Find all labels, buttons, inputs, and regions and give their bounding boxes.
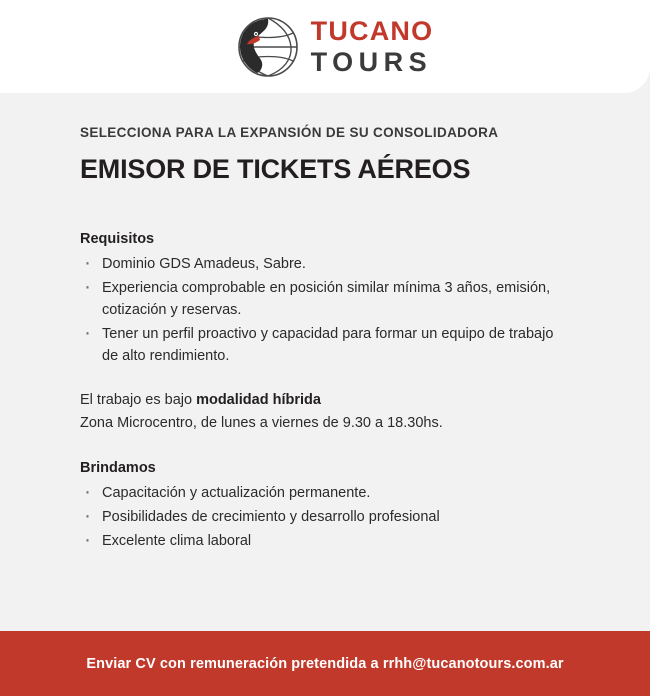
brand-logo xyxy=(237,16,434,78)
list-item: · Capacitación y actualización permanente. xyxy=(80,482,570,504)
header-band xyxy=(0,0,650,93)
requirements-title: Requisitos xyxy=(80,231,155,247)
list-item: · Experiencia comprobable en posición similar mínima 3 años, emisión, cotización y reservas. xyxy=(80,277,570,321)
work-mode-line-1 xyxy=(80,389,570,411)
list-item: · Dominio GDS Amadeus, Sabre. xyxy=(80,253,570,275)
benefits-section xyxy=(80,460,570,552)
footer-band xyxy=(0,631,650,696)
requirements-section xyxy=(80,231,570,367)
list-item: · Posibilidades de crecimiento y desarrollo profesional xyxy=(80,506,570,528)
brand-word-tucano: TUCANO xyxy=(310,15,434,46)
kicker-text: SELECCIONA PARA LA EXPANSIÓN DE SU CONSOLIDADORA xyxy=(80,125,499,140)
tucano-globe-logo-icon xyxy=(237,16,299,78)
benefits-list xyxy=(80,482,570,552)
footer-contact-text: Enviar CV con remuneración pretendida a rrhh@tucanotours.com.ar xyxy=(86,655,564,672)
work-mode-paragraph xyxy=(80,389,570,434)
list-item: · Excelente clima laboral xyxy=(80,530,570,552)
main-content xyxy=(0,93,650,552)
brand-wordmark xyxy=(310,15,434,77)
work-mode-line-2: Zona Microcentro, de lunes a viernes de 9.30 a 18.30hs. xyxy=(80,414,443,431)
list-item: · Tener un perfil proactivo y capacidad para formar un equipo de trabajo de alto rendimiento. xyxy=(80,323,570,367)
requirements-list xyxy=(80,253,570,367)
page-title: EMISOR DE TICKETS AÉREOS xyxy=(80,154,471,184)
work-mode-prefix: El trabajo es bajo xyxy=(80,392,197,409)
work-mode-highlight: modalidad híbrida xyxy=(196,392,321,409)
brand-word-tours: TOURS xyxy=(310,46,433,77)
benefits-title: Brindamos xyxy=(80,460,156,477)
